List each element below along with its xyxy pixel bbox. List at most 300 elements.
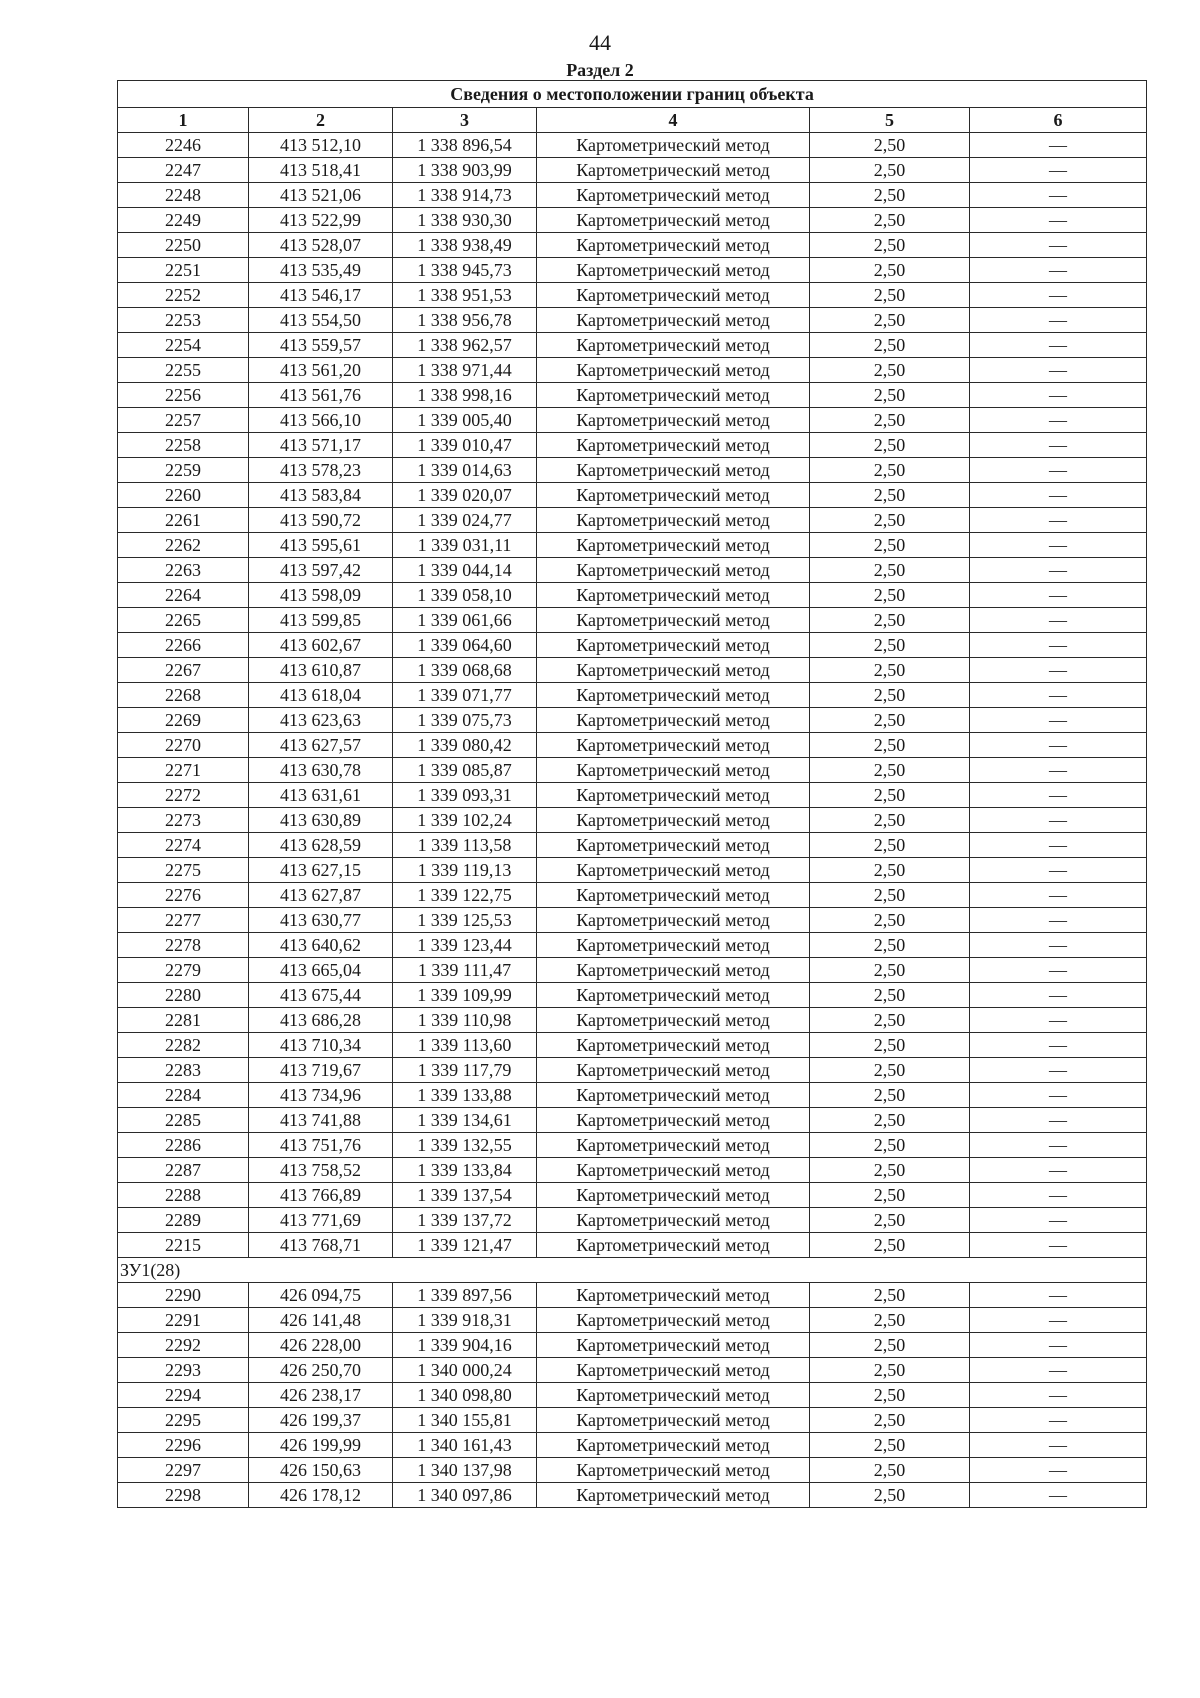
description-cell: — [970,883,1147,908]
method-cell: Картометрический метод [537,1458,810,1483]
accuracy-cell: 2,50 [810,158,970,183]
description-cell: — [970,483,1147,508]
table-row [118,1358,1147,1383]
point-number-cell: 2248 [118,183,249,208]
point-number-cell: 2279 [118,958,249,983]
point-number-cell: 2296 [118,1433,249,1458]
method-cell: Картометрический метод [537,1383,810,1408]
accuracy-cell: 2,50 [810,458,970,483]
accuracy-cell: 2,50 [810,1233,970,1258]
method-cell: Картометрический метод [537,1208,810,1233]
description-cell: — [970,1083,1147,1108]
y-coordinate-cell: 1 338 956,78 [393,308,537,333]
description-cell: — [970,758,1147,783]
x-coordinate-cell: 413 610,87 [249,658,393,683]
column-number-1: 1 [118,108,249,133]
table-row [118,733,1147,758]
y-coordinate-cell: 1 339 071,77 [393,683,537,708]
accuracy-cell: 2,50 [810,1158,970,1183]
description-cell: — [970,958,1147,983]
point-number-cell: 2262 [118,533,249,558]
table-row [118,233,1147,258]
table-row [118,433,1147,458]
method-cell: Картометрический метод [537,1083,810,1108]
method-cell: Картометрический метод [537,333,810,358]
description-cell: — [970,233,1147,258]
x-coordinate-cell: 413 583,84 [249,483,393,508]
method-cell: Картометрический метод [537,683,810,708]
accuracy-cell: 2,50 [810,433,970,458]
x-coordinate-cell: 413 578,23 [249,458,393,483]
y-coordinate-cell: 1 339 113,58 [393,833,537,858]
table-row [118,908,1147,933]
accuracy-cell: 2,50 [810,483,970,508]
description-cell: — [970,433,1147,458]
y-coordinate-cell: 1 339 113,60 [393,1033,537,1058]
x-coordinate-cell: 413 595,61 [249,533,393,558]
description-cell: — [970,733,1147,758]
y-coordinate-cell: 1 339 061,66 [393,608,537,633]
point-number-cell: 2252 [118,283,249,308]
accuracy-cell: 2,50 [810,808,970,833]
method-cell: Картометрический метод [537,608,810,633]
point-number-cell: 2253 [118,308,249,333]
method-cell: Картометрический метод [537,1008,810,1033]
y-coordinate-cell: 1 340 000,24 [393,1358,537,1383]
x-coordinate-cell: 426 228,00 [249,1333,393,1358]
x-coordinate-cell: 426 250,70 [249,1358,393,1383]
method-cell: Картометрический метод [537,533,810,558]
x-coordinate-cell: 413 554,50 [249,308,393,333]
description-cell: — [970,1158,1147,1183]
y-coordinate-cell: 1 339 093,31 [393,783,537,808]
y-coordinate-cell: 1 340 155,81 [393,1408,537,1433]
table-row [118,1158,1147,1183]
table-row [118,658,1147,683]
description-cell: — [970,1408,1147,1433]
x-coordinate-cell: 426 150,63 [249,1458,393,1483]
accuracy-cell: 2,50 [810,833,970,858]
point-number-cell: 2254 [118,333,249,358]
table-row [118,183,1147,208]
y-coordinate-cell: 1 338 938,49 [393,233,537,258]
point-number-cell: 2271 [118,758,249,783]
y-coordinate-cell: 1 339 137,54 [393,1183,537,1208]
y-coordinate-cell: 1 339 125,53 [393,908,537,933]
table-row [118,508,1147,533]
x-coordinate-cell: 413 627,87 [249,883,393,908]
table-row [118,1433,1147,1458]
x-coordinate-cell: 426 199,37 [249,1408,393,1433]
description-cell: — [970,808,1147,833]
y-coordinate-cell: 1 340 097,86 [393,1483,537,1508]
table-row [118,383,1147,408]
accuracy-cell: 2,50 [810,1058,970,1083]
description-cell: — [970,533,1147,558]
y-coordinate-cell: 1 339 068,68 [393,658,537,683]
accuracy-cell: 2,50 [810,1283,970,1308]
table-row [118,1133,1147,1158]
point-number-cell: 2289 [118,1208,249,1233]
x-coordinate-cell: 413 719,67 [249,1058,393,1083]
point-number-cell: 2274 [118,833,249,858]
point-number-cell: 2266 [118,633,249,658]
x-coordinate-cell: 413 546,17 [249,283,393,308]
description-cell: — [970,1208,1147,1233]
accuracy-cell: 2,50 [810,1433,970,1458]
x-coordinate-cell: 413 675,44 [249,983,393,1008]
method-cell: Картометрический метод [537,1058,810,1083]
point-number-cell: 2295 [118,1408,249,1433]
method-cell: Картометрический метод [537,1358,810,1383]
accuracy-cell: 2,50 [810,358,970,383]
description-cell: — [970,1233,1147,1258]
x-coordinate-cell: 413 628,59 [249,833,393,858]
accuracy-cell: 2,50 [810,908,970,933]
point-number-cell: 2288 [118,1183,249,1208]
method-cell: Картометрический метод [537,733,810,758]
accuracy-cell: 2,50 [810,233,970,258]
description-cell: — [970,333,1147,358]
column-number-5: 5 [810,108,970,133]
method-cell: Картометрический метод [537,1308,810,1333]
accuracy-cell: 2,50 [810,1083,970,1108]
x-coordinate-cell: 413 522,99 [249,208,393,233]
table-row [118,1333,1147,1358]
method-cell: Картометрический метод [537,283,810,308]
y-coordinate-cell: 1 339 005,40 [393,408,537,433]
y-coordinate-cell: 1 339 132,55 [393,1133,537,1158]
x-coordinate-cell: 413 512,10 [249,133,393,158]
point-number-cell: 2272 [118,783,249,808]
y-coordinate-cell: 1 339 058,10 [393,583,537,608]
accuracy-cell: 2,50 [810,983,970,1008]
description-cell: — [970,133,1147,158]
table-row [118,683,1147,708]
y-coordinate-cell: 1 338 971,44 [393,358,537,383]
accuracy-cell: 2,50 [810,1208,970,1233]
accuracy-cell: 2,50 [810,1108,970,1133]
description-cell: — [970,1333,1147,1358]
table-row [118,983,1147,1008]
y-coordinate-cell: 1 339 123,44 [393,933,537,958]
accuracy-cell: 2,50 [810,1383,970,1408]
accuracy-cell: 2,50 [810,1358,970,1383]
method-cell: Картометрический метод [537,183,810,208]
method-cell: Картометрический метод [537,1283,810,1308]
accuracy-cell: 2,50 [810,883,970,908]
x-coordinate-cell: 413 599,85 [249,608,393,633]
method-cell: Картометрический метод [537,858,810,883]
table-row [118,1033,1147,1058]
x-coordinate-cell: 413 627,15 [249,858,393,883]
table-row [118,533,1147,558]
method-cell: Картометрический метод [537,833,810,858]
y-coordinate-cell: 1 339 075,73 [393,708,537,733]
x-coordinate-cell: 413 630,78 [249,758,393,783]
x-coordinate-cell: 426 178,12 [249,1483,393,1508]
table-row [118,833,1147,858]
accuracy-cell: 2,50 [810,133,970,158]
accuracy-cell: 2,50 [810,408,970,433]
accuracy-cell: 2,50 [810,658,970,683]
accuracy-cell: 2,50 [810,758,970,783]
table-row [118,483,1147,508]
accuracy-cell: 2,50 [810,1408,970,1433]
x-coordinate-cell: 426 094,75 [249,1283,393,1308]
description-cell: — [970,683,1147,708]
method-cell: Картометрический метод [537,208,810,233]
y-coordinate-cell: 1 339 064,60 [393,633,537,658]
y-coordinate-cell: 1 339 044,14 [393,558,537,583]
point-number-cell: 2268 [118,683,249,708]
point-number-cell: 2270 [118,733,249,758]
x-coordinate-cell: 413 590,72 [249,508,393,533]
description-cell: — [970,1108,1147,1133]
table-row [118,608,1147,633]
description-cell: — [970,458,1147,483]
column-number-row [118,108,1147,133]
point-number-cell: 2247 [118,158,249,183]
method-cell: Картометрический метод [537,258,810,283]
description-cell: — [970,308,1147,333]
x-coordinate-cell: 413 631,61 [249,783,393,808]
y-coordinate-cell: 1 339 010,47 [393,433,537,458]
table-row [118,1183,1147,1208]
accuracy-cell: 2,50 [810,283,970,308]
table-row [118,308,1147,333]
description-cell: — [970,258,1147,283]
method-cell: Картометрический метод [537,758,810,783]
accuracy-cell: 2,50 [810,508,970,533]
point-number-cell: 2263 [118,558,249,583]
y-coordinate-cell: 1 338 896,54 [393,133,537,158]
x-coordinate-cell: 413 768,71 [249,1233,393,1258]
accuracy-cell: 2,50 [810,1458,970,1483]
accuracy-cell: 2,50 [810,383,970,408]
accuracy-cell: 2,50 [810,1333,970,1358]
table-row [118,1008,1147,1033]
point-number-cell: 2290 [118,1283,249,1308]
point-number-cell: 2294 [118,1383,249,1408]
x-coordinate-cell: 413 766,89 [249,1183,393,1208]
point-number-cell: 2269 [118,708,249,733]
x-coordinate-cell: 413 640,62 [249,933,393,958]
point-number-cell: 2259 [118,458,249,483]
method-cell: Картометрический метод [537,1033,810,1058]
accuracy-cell: 2,50 [810,708,970,733]
table-row [118,1058,1147,1083]
x-coordinate-cell: 413 758,52 [249,1158,393,1183]
accuracy-cell: 2,50 [810,733,970,758]
description-cell: — [970,833,1147,858]
column-number-4: 4 [537,108,810,133]
description-cell: — [970,408,1147,433]
section-title: Раздел 2 [566,60,634,80]
x-coordinate-cell: 413 741,88 [249,1108,393,1133]
y-coordinate-cell: 1 339 897,56 [393,1283,537,1308]
x-coordinate-cell: 413 751,76 [249,1133,393,1158]
description-cell: — [970,1383,1147,1408]
description-cell: — [970,908,1147,933]
x-coordinate-cell: 413 630,89 [249,808,393,833]
method-cell: Картометрический метод [537,908,810,933]
method-cell: Картометрический метод [537,708,810,733]
method-cell: Картометрический метод [537,433,810,458]
description-cell: — [970,858,1147,883]
accuracy-cell: 2,50 [810,608,970,633]
method-cell: Картометрический метод [537,808,810,833]
table-row [118,1283,1147,1308]
accuracy-cell: 2,50 [810,958,970,983]
table-row [118,633,1147,658]
method-cell: Картометрический метод [537,358,810,383]
point-number-cell: 2297 [118,1458,249,1483]
y-coordinate-cell: 1 339 031,11 [393,533,537,558]
y-coordinate-cell: 1 339 102,24 [393,808,537,833]
method-cell: Картометрический метод [537,1333,810,1358]
method-cell: Картометрический метод [537,233,810,258]
x-coordinate-cell: 413 665,04 [249,958,393,983]
x-coordinate-cell: 413 571,17 [249,433,393,458]
y-coordinate-cell: 1 338 930,30 [393,208,537,233]
coordinates-table [117,80,1147,1508]
description-cell: — [970,608,1147,633]
point-number-cell: 2293 [118,1358,249,1383]
y-coordinate-cell: 1 338 998,16 [393,383,537,408]
accuracy-cell: 2,50 [810,783,970,808]
table-row [118,1383,1147,1408]
point-number-cell: 2287 [118,1158,249,1183]
method-cell: Картометрический метод [537,458,810,483]
y-coordinate-cell: 1 339 133,84 [393,1158,537,1183]
y-coordinate-cell: 1 338 962,57 [393,333,537,358]
accuracy-cell: 2,50 [810,633,970,658]
accuracy-cell: 2,50 [810,933,970,958]
accuracy-cell: 2,50 [810,1183,970,1208]
description-cell: — [970,933,1147,958]
y-coordinate-cell: 1 340 161,43 [393,1433,537,1458]
column-number-6: 6 [970,108,1147,133]
table-row [118,883,1147,908]
method-cell: Картометрический метод [537,558,810,583]
description-cell: — [970,1183,1147,1208]
point-number-cell: 2278 [118,933,249,958]
y-coordinate-cell: 1 339 134,61 [393,1108,537,1133]
y-coordinate-cell: 1 339 085,87 [393,758,537,783]
table-row [118,758,1147,783]
table-row [118,583,1147,608]
description-cell: — [970,583,1147,608]
point-number-cell: 2273 [118,808,249,833]
point-number-cell: 2284 [118,1083,249,1108]
accuracy-cell: 2,50 [810,1308,970,1333]
table-row [118,958,1147,983]
point-number-cell: 2286 [118,1133,249,1158]
point-number-cell: 2257 [118,408,249,433]
table-row [118,1083,1147,1108]
description-cell: — [970,508,1147,533]
table-row [118,208,1147,233]
method-cell: Картометрический метод [537,383,810,408]
accuracy-cell: 2,50 [810,683,970,708]
y-coordinate-cell: 1 339 080,42 [393,733,537,758]
accuracy-cell: 2,50 [810,1133,970,1158]
y-coordinate-cell: 1 339 110,98 [393,1008,537,1033]
x-coordinate-cell: 413 559,57 [249,333,393,358]
description-cell: — [970,1133,1147,1158]
method-cell: Картометрический метод [537,783,810,808]
point-number-cell: 2280 [118,983,249,1008]
point-number-cell: 2275 [118,858,249,883]
method-cell: Картометрический метод [537,1483,810,1508]
table-row [118,808,1147,833]
x-coordinate-cell: 413 528,07 [249,233,393,258]
accuracy-cell: 2,50 [810,208,970,233]
method-cell: Картометрический метод [537,583,810,608]
y-coordinate-cell: 1 338 914,73 [393,183,537,208]
accuracy-cell: 2,50 [810,333,970,358]
method-cell: Картометрический метод [537,1408,810,1433]
y-coordinate-cell: 1 338 951,53 [393,283,537,308]
point-number-cell: 2285 [118,1108,249,1133]
description-cell: — [970,1283,1147,1308]
x-coordinate-cell: 413 623,63 [249,708,393,733]
table-title-row [118,81,1147,108]
table-title: Сведения о местоположении границ объекта [118,81,1147,108]
y-coordinate-cell: 1 339 109,99 [393,983,537,1008]
group-label: ЗУ1(28) [118,1258,1147,1283]
table-row [118,1233,1147,1258]
x-coordinate-cell: 426 238,17 [249,1383,393,1408]
point-number-cell: 2298 [118,1483,249,1508]
accuracy-cell: 2,50 [810,258,970,283]
point-number-cell: 2250 [118,233,249,258]
description-cell: — [970,283,1147,308]
description-cell: — [970,1483,1147,1508]
accuracy-cell: 2,50 [810,583,970,608]
method-cell: Картометрический метод [537,308,810,333]
point-number-cell: 2291 [118,1308,249,1333]
x-coordinate-cell: 413 518,41 [249,158,393,183]
description-cell: — [970,658,1147,683]
x-coordinate-cell: 413 566,10 [249,408,393,433]
x-coordinate-cell: 413 618,04 [249,683,393,708]
accuracy-cell: 2,50 [810,1483,970,1508]
x-coordinate-cell: 413 535,49 [249,258,393,283]
x-coordinate-cell: 413 627,57 [249,733,393,758]
table-row [118,1208,1147,1233]
method-cell: Картометрический метод [537,1108,810,1133]
point-number-cell: 2258 [118,433,249,458]
method-cell: Картометрический метод [537,658,810,683]
table-row [118,1458,1147,1483]
x-coordinate-cell: 413 771,69 [249,1208,393,1233]
method-cell: Картометрический метод [537,408,810,433]
description-cell: — [970,783,1147,808]
description-cell: — [970,1458,1147,1483]
description-cell: — [970,358,1147,383]
x-coordinate-cell: 413 561,20 [249,358,393,383]
point-number-cell: 2261 [118,508,249,533]
y-coordinate-cell: 1 339 024,77 [393,508,537,533]
point-number-cell: 2282 [118,1033,249,1058]
point-number-cell: 2265 [118,608,249,633]
y-coordinate-cell: 1 339 020,07 [393,483,537,508]
x-coordinate-cell: 413 602,67 [249,633,393,658]
y-coordinate-cell: 1 338 945,73 [393,258,537,283]
table-row [118,458,1147,483]
